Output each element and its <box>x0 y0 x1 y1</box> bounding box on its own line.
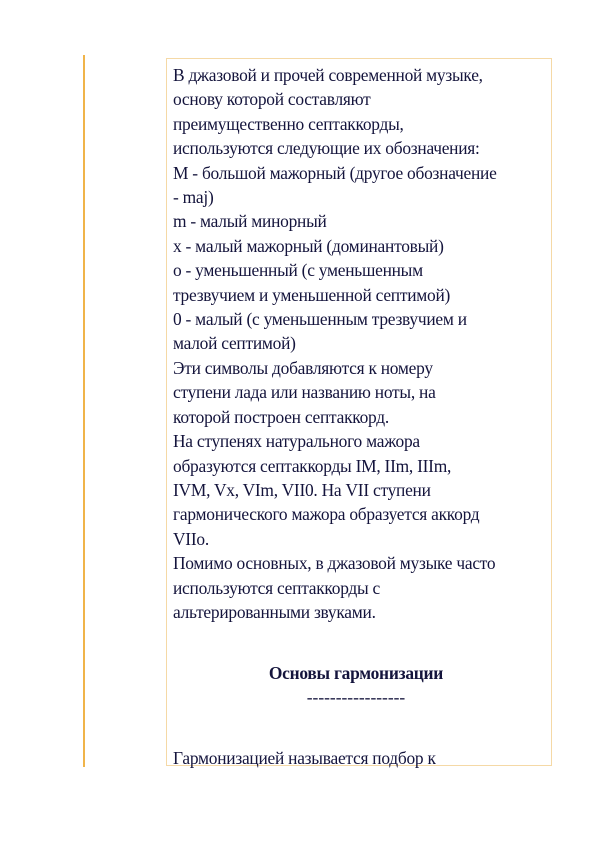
text-line: x - малый мажорный (доминантовый) <box>173 235 444 256</box>
text-line: ступени лада или названию ноты, на <box>173 382 436 403</box>
margin-rule <box>83 55 85 767</box>
text-line: В джазовой и прочей современной музыке, <box>173 65 483 85</box>
text-line: альтерированными звуками. <box>173 601 376 622</box>
blank-line <box>173 649 551 661</box>
blank-line <box>173 710 551 734</box>
text-line: На ступенях натурального мажора <box>173 431 420 452</box>
text-line: o - уменьшенный (с уменьшенным <box>173 260 423 281</box>
text-line: основу которой составляют <box>173 89 371 110</box>
text-line: гармонического мажора образуется аккорд <box>173 504 480 525</box>
text-line: - maj) <box>173 187 214 208</box>
text-line: 0 - малый (с уменьшенным трезвучием и <box>173 309 467 330</box>
text-line: трезвучием и уменьшенной септимой) <box>173 284 451 305</box>
text-line: используются следующие их обозначения: <box>173 138 480 159</box>
blank-line <box>173 734 551 746</box>
text-line: преимущественно септаккорды, <box>173 113 404 134</box>
text-line: VIIo. <box>173 528 209 549</box>
text-frame <box>166 58 552 766</box>
heading-rule: ----------------- <box>306 687 406 708</box>
text-line: M - большой мажорный (другое обозначение <box>173 162 497 183</box>
blank-line <box>173 624 551 648</box>
text-line: Эти символы добавляются к номеру <box>173 357 433 378</box>
text-line: используются септаккорды с <box>173 577 381 598</box>
text-line: m - малый минорный <box>173 211 327 232</box>
text-line: образуются септаккорды IM, IIm, IIIm, <box>173 455 452 476</box>
text-line: Гармонизацией называется подбор к <box>173 747 436 768</box>
text-line: которой построен септаккорд. <box>173 406 389 427</box>
text-line: IVM, Vx, VIm, VII0. На VII ступени <box>173 479 431 500</box>
text-line: Помимо основных, в джазовой музыке часто <box>173 553 496 574</box>
section-heading: Основы гармонизации <box>268 662 444 683</box>
text-line: малой септимой) <box>173 333 296 354</box>
